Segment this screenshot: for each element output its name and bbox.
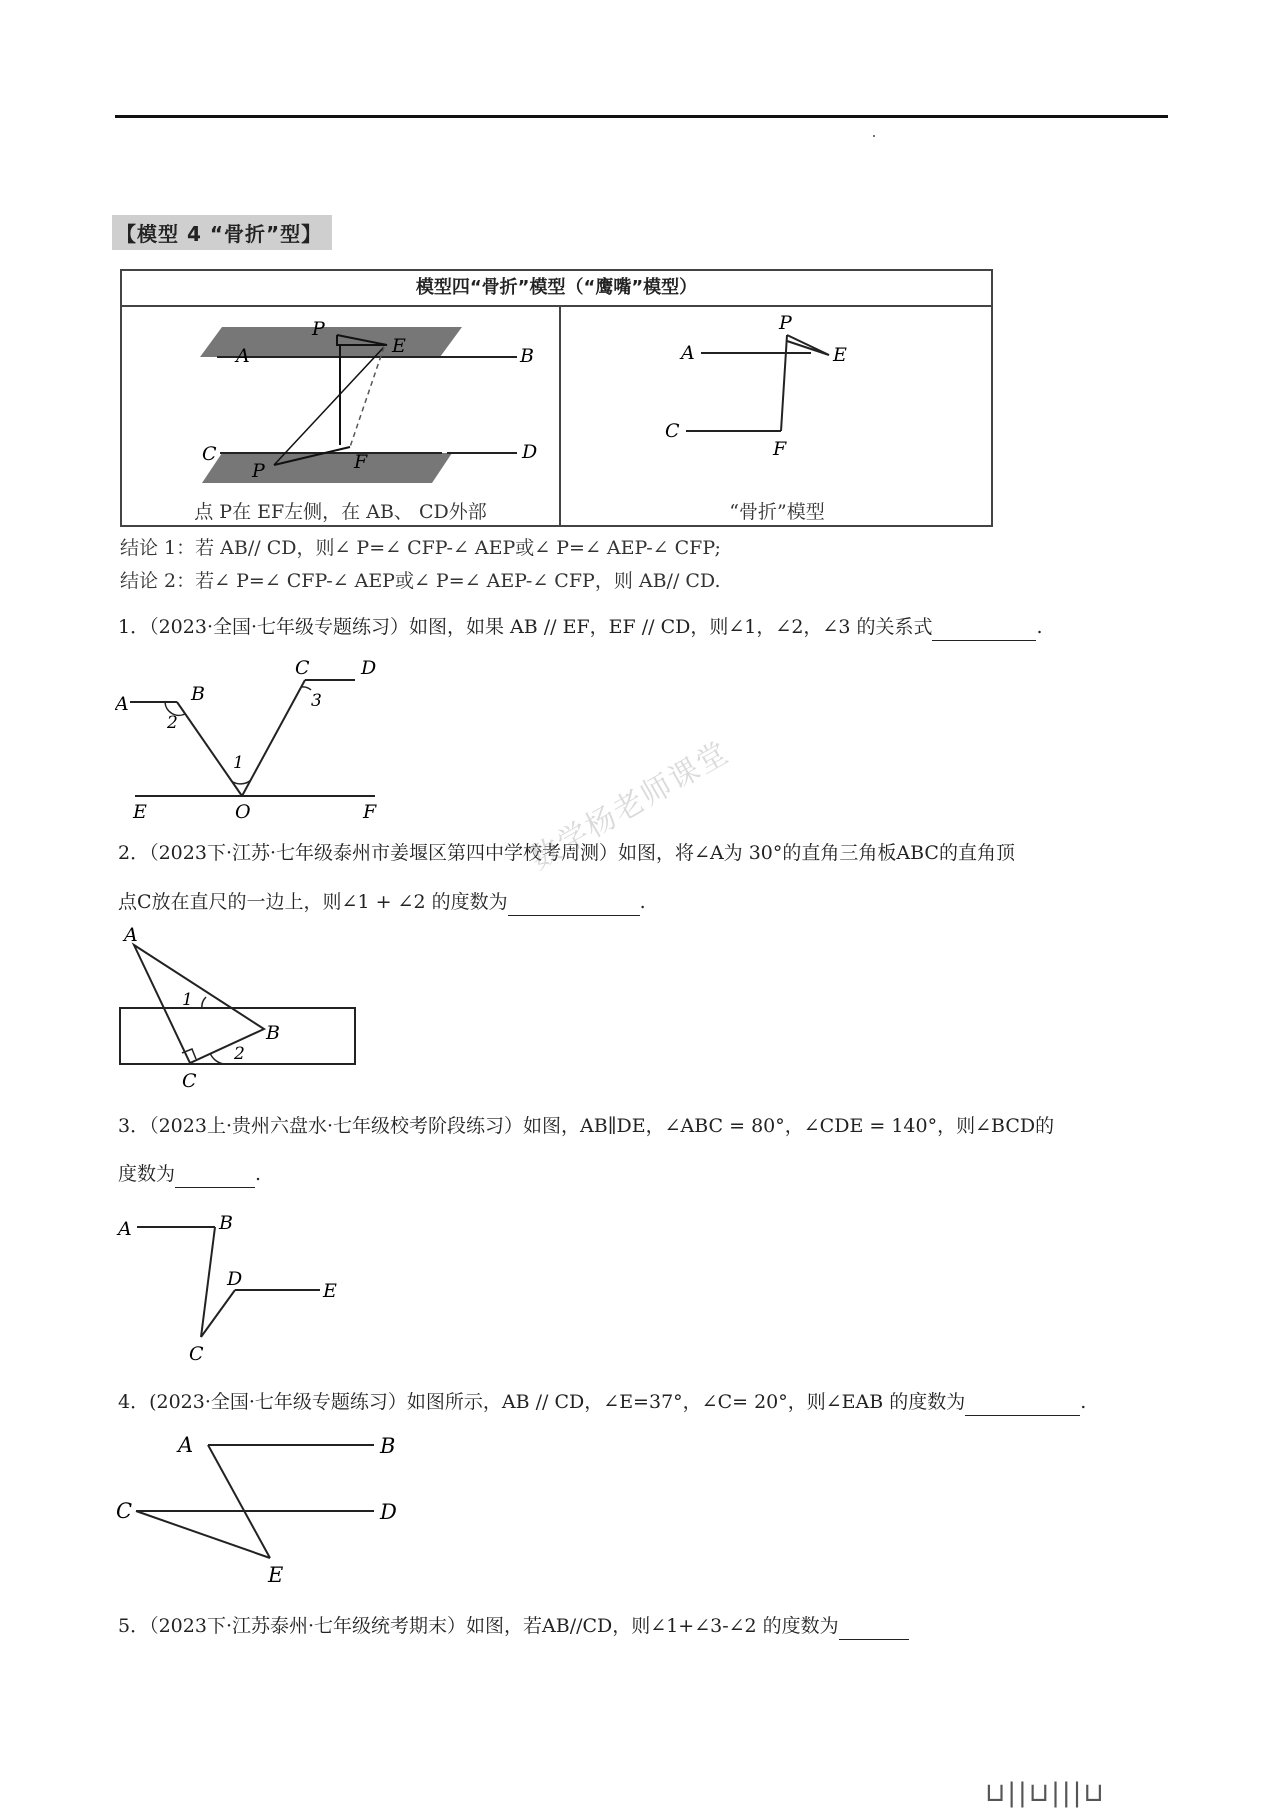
label-e: E [133, 801, 147, 820]
label-d: D [227, 1268, 243, 1290]
label-f: F [354, 451, 368, 473]
question-3-line-1: 3．（2023上·贵州六盘水·七年级校考阶段练习）如图，AB∥DE，∠ABC = 80°，∠CDE = 140°，则∠BCD的 [118, 1115, 1055, 1137]
question-4 [118, 1389, 1086, 1416]
question-5 [118, 1613, 909, 1640]
label-f: F [363, 801, 377, 820]
label-c: C [182, 1070, 197, 1092]
bottom-mark: ⊔||⊔|||⊔ [985, 1778, 1106, 1808]
question-2-line-1: 2．（2023下·江苏·七年级泰州市姜堰区第四中学校考周测）如图，将∠A为 30°的直角三角板ABC的直角顶 [118, 842, 1015, 864]
label-d: D [380, 1500, 397, 1524]
question-1-text: 1．（2023·全国·七年级专题练习）如图，如果 AB // EF，EF // CD，则∠1，∠2，∠3 的关系式 [118, 616, 933, 638]
label-c: C [665, 420, 680, 442]
arc-2 [210, 1053, 224, 1064]
label-b: B [219, 1212, 233, 1234]
label-b: B [191, 683, 205, 705]
question-3-text: 度数为 [118, 1163, 176, 1185]
label-e: E [268, 1563, 284, 1587]
question-3-suffix: . [255, 1163, 262, 1185]
label-b: B [520, 345, 534, 367]
label-a: A [124, 925, 138, 946]
label-angle-1: 1 [233, 753, 244, 773]
label-c: C [189, 1343, 204, 1365]
answer-blank-4[interactable] [965, 1389, 1080, 1416]
question-3-line-2 [118, 1161, 261, 1188]
label-p-top: P [312, 318, 325, 340]
stray-dot [873, 135, 875, 137]
question-4-text: 4．(2023·全国·七年级专题练习）如图所示，AB // CD，∠E=37°，∠C= 20°，则∠EAB 的度数为 [118, 1391, 966, 1413]
watermark: 数学杨老师课堂 [524, 734, 736, 878]
segment-ce [136, 1511, 270, 1558]
segment-bo [177, 702, 242, 796]
label-angle-3: 3 [311, 691, 322, 711]
label-p: P [779, 312, 792, 334]
label-p-bottom: P [252, 460, 265, 482]
question-1-suffix: . [1036, 616, 1043, 638]
label-d: D [522, 441, 538, 463]
question-2-line-2 [118, 889, 646, 916]
right-model-figure [561, 305, 993, 495]
label-d: D [361, 657, 377, 679]
arc-3 [301, 687, 311, 690]
segment-ae [208, 1445, 270, 1558]
header-rule [115, 115, 1168, 118]
label-a: A [115, 693, 129, 715]
answer-blank-5[interactable] [839, 1613, 909, 1640]
conclusion-1: 结论 1：若 AB// CD，则∠ P=∠ CFP-∠ AEP或∠ P=∠ AEP-∠ CFP; [120, 537, 721, 559]
label-b: B [266, 1022, 280, 1044]
segment-fp [781, 335, 787, 431]
segment-co [242, 680, 305, 796]
label-b: B [380, 1434, 396, 1458]
label-c: C [202, 443, 217, 465]
label-a: A [681, 342, 695, 364]
question-5-text: 5．（2023下·江苏泰州·七年级统考期末）如图，若AB//CD，则∠1+∠3-∠2 的度数为 [118, 1615, 839, 1637]
label-c: C [116, 1499, 133, 1523]
label-a: A [236, 345, 250, 367]
right-caption: “骨折”模型 [729, 501, 825, 523]
answer-blank-2[interactable] [508, 889, 640, 916]
label-o: O [235, 801, 251, 820]
figure-q3 [115, 1205, 355, 1365]
label-e: E [833, 344, 847, 366]
label-e: E [392, 335, 406, 357]
label-e: E [323, 1280, 337, 1302]
label-a: A [118, 1218, 132, 1240]
lower-plane [202, 453, 452, 483]
left-model-figure [122, 305, 559, 495]
question-4-suffix: . [1080, 1391, 1087, 1413]
figure-q2 [112, 925, 372, 1095]
model-table-title: 模型四“骨折”模型（“鹰嘴”模型） [122, 271, 991, 307]
label-a: A [178, 1433, 194, 1457]
label-angle-2: 2 [234, 1044, 245, 1064]
question-2-suffix: . [639, 891, 646, 913]
segment-pe-lower [274, 347, 384, 465]
segment-ef-dashed [350, 347, 384, 447]
conclusion-2: 结论 2：若∠ P=∠ CFP-∠ AEP或∠ P=∠ AEP-∠ CFP，则 AB// CD. [120, 570, 721, 592]
answer-blank-1[interactable] [932, 614, 1036, 641]
model-table [120, 269, 993, 527]
label-c: C [295, 657, 310, 679]
label-angle-2: 2 [167, 713, 178, 733]
label-angle-1: 1 [182, 990, 193, 1010]
question-1 [118, 614, 1043, 641]
section-heading: 【模型 4 “骨折”型】 [112, 215, 332, 250]
left-caption: 点 P在 EF左侧，在 AB、 CD外部 [194, 501, 487, 523]
question-2-text: 点C放在直尺的一边上，则∠1 + ∠2 的度数为 [118, 891, 508, 913]
figure-q1 [115, 650, 415, 820]
answer-blank-3[interactable] [175, 1161, 255, 1188]
label-f: F [773, 438, 787, 460]
figure-q4 [112, 1425, 412, 1590]
